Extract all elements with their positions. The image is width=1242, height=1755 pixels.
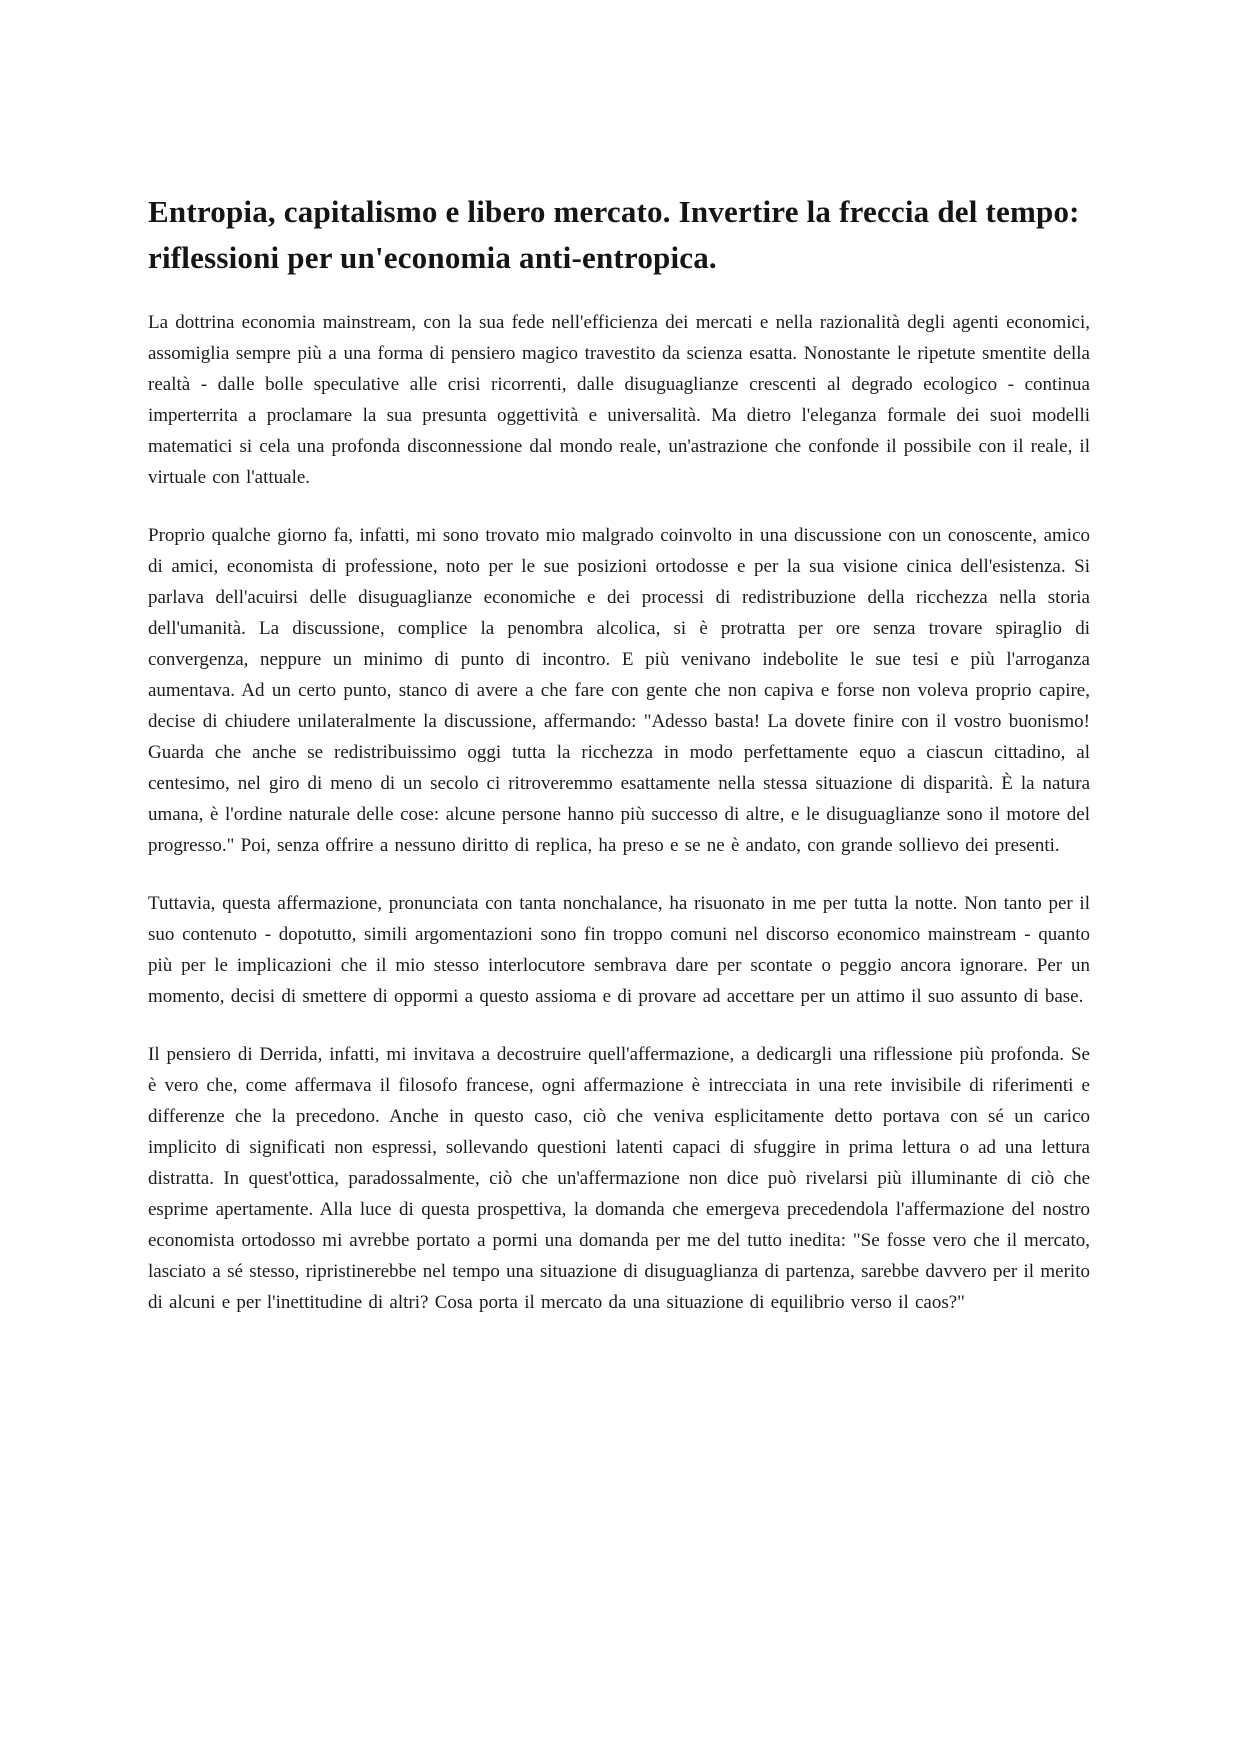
paragraph-1: La dottrina economia mainstream, con la sua fede nell'efficienza dei mercati e nella razionalità degli agenti economici, assomiglia sempre più a una forma di pensiero magico travestito da scienza esatta. Nonostante le ripetute smentite della realtà - dalle bolle speculative alle crisi ricorrenti, dalle disuguaglianze crescenti al degrado ecologico - continua imperterrita a proclamare la sua presunta oggettività e universalità. Ma dietro l'eleganza formale dei suoi modelli matematici si cela una profonda disconnessione dal mondo reale, un'astrazione che confonde il possibile con il reale, il virtuale con l'attuale. <box>148 312 1090 488</box>
paragraph-4: Il pensiero di Derrida, infatti, mi invitava a decostruire quell'affermazione, a dedicargli una riflessione più profonda. Se è vero che, come affermava il filosofo francese, ogni affermazione è intrecciata in una rete invisibile di riferimenti e differenze che la precedono. Anche in questo caso, ciò che veniva esplicitamente detto portava con sé un carico implicito di significati non espressi, sollevando questioni latenti capaci di sfuggire in prima lettura o ad una lettura distratta. In quest'ottica, paradossalmente, ciò che un'affermazione non dice può rivelarsi più illuminante di ciò che esprime apertamente. Alla luce di questa prospettiva, la domanda che emergeva precedendola l'affermazione del nostro economista ortodosso mi avrebbe portato a pormi una domanda per me del tutto inedita: "Se fosse vero che il mercato, lasciato a sé stesso, ripristinerebbe nel tempo una situazione di disuguaglianza di partenza, sarebbe davvero per il merito di alcuni e per l'inettitudine di altri? Cosa porta il mercato da una situazione di equilibrio verso il caos?" <box>148 1044 1090 1313</box>
paragraph-3: Tuttavia, questa affermazione, pronunciata con tanta nonchalance, ha risuonato in me per tutta la notte. Non tanto per il suo contenuto - dopotutto, simili argomentazioni sono fin troppo comuni nel discorso economico mainstream - quanto più per le implicazioni che il mio stesso interlocutore sembrava dare per scontate o peggio ancora ignorare. Per un momento, decisi di smettere di oppormi a questo assioma e di provare ad accettare per un attimo il suo assunto di base. <box>148 893 1090 1007</box>
document-title: Entropia, capitalismo e libero mercato. Invertire la freccia del tempo: riflessioni per un'economia anti-entropica. <box>148 194 1080 275</box>
paragraph-2: Proprio qualche giorno fa, infatti, mi sono trovato mio malgrado coinvolto in una discussione con un conoscente, amico di amici, economista di professione, noto per le sue posizioni ortodosse e per la sua visione cinica dell'esistenza. Si parlava dell'acuirsi delle disuguaglianze economiche e dei processi di redistribuzione della ricchezza nella storia dell'umanità. La discussione, complice la penombra alcolica, si è protratta per ore senza trovare spiraglio di convergenza, neppure un minimo di punto di incontro. E più venivano indebolite le sue tesi e più l'arroganza aumentava. Ad un certo punto, stanco di avere a che fare con gente che non capiva e forse non voleva proprio capire, decise di chiudere unilateralmente la discussione, affermando: "Adesso basta! La dovete finire con il vostro buonismo! Guarda che anche se redistribuissimo oggi tutta la ricchezza in modo perfettamente equo a ciascun cittadino, al centesimo, nel giro di meno di un secolo ci ritroveremmo esattamente nella stessa situazione di disparità. È la natura umana, è l'ordine naturale delle cose: alcune persone hanno più successo di altre, e le disuguaglianze sono il motore del progresso." Poi, senza offrire a nessuno diritto di replica, ha preso e se ne è andato, con grande sollievo dei presenti. <box>148 525 1090 856</box>
